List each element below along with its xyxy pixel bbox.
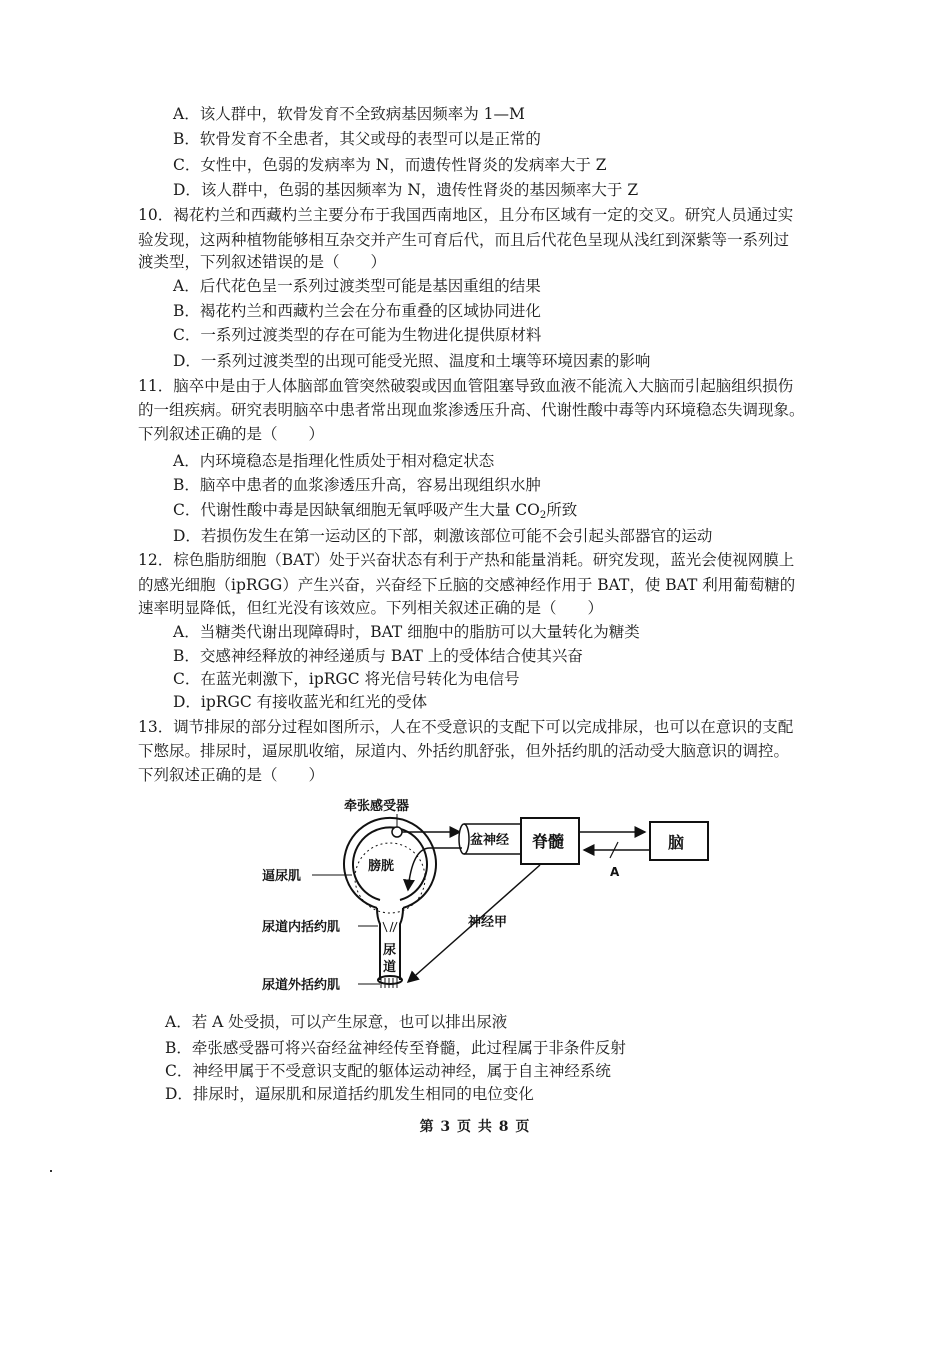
stretch-receptor-circle — [392, 827, 402, 837]
q11-option-c — [173, 500, 577, 526]
q11-option-a: A．内环境稳态是指理化性质处于相对稳定状态 — [173, 452, 495, 470]
q13-stem-line-3: 下列叙述正确的是（ ） — [138, 766, 325, 784]
q11-stem-line-1: 11．脑卒中是由于人体脑部血管突然破裂或因血管阻塞导致血液不能流入大脑而引起脑组织损伤 — [138, 377, 794, 395]
q9-option-d: D．该人群中，色弱的基因频率为 N，遗传性肾炎的基因频率大于 Z — [173, 181, 639, 199]
q11-option-c-text: C．代谢性酸中毒是因缺氧细胞无氧呼吸产生大量 CO — [173, 501, 540, 519]
q10-stem-line-2: 验发现，这两种植物能够相互杂交并产生可育后代，而且后代花色呈现从浅红到深紫等一系列过 — [138, 231, 790, 249]
q10-option-b: B．褐花杓兰和西藏杓兰会在分布重叠的区域协同进化 — [173, 302, 541, 320]
scan-speck — [50, 1170, 52, 1172]
q12-option-b: B．交感神经释放的神经递质与 BAT 上的受体结合使其兴奋 — [173, 647, 583, 665]
q13-option-b: B．牵张感受器可将兴奋经盆神经传至脊髓，此过程属于非条件反射 — [165, 1039, 626, 1057]
q13-option-a: A．若 A 处受损，可以产生尿意，也可以排出尿液 — [165, 1013, 508, 1031]
q9-option-b: B．软骨发育不全患者，其父或母的表型可以是正常的 — [173, 130, 541, 148]
page-footer: 第 3 页 共 8 页 — [419, 1119, 531, 1135]
urination-reflex-diagram — [240, 790, 720, 1005]
internal-sphincter-label: 尿道内括约肌 — [262, 920, 341, 935]
q13-option-d: D．排尿时，逼尿肌和尿道括约肌发生相同的电位变化 — [165, 1085, 534, 1103]
q12-stem-line-3: 速率明显降低，但红光没有该效应。下列相关叙述正确的是（ ） — [138, 599, 604, 617]
q13-option-c: C．神经甲属于不受意识支配的躯体运动神经，属于自主神经系统 — [165, 1062, 611, 1080]
q11-option-d: D．若损伤发生在第一运动区的下部，刺激该部位可能不会引起头部器官的运动 — [173, 527, 713, 545]
q11-stem-line-3: 下列叙述正确的是（ ） — [138, 425, 325, 443]
q13-stem-line-2: 下憋尿。排尿时，逼尿肌收缩，尿道内、外括约肌舒张，但外括约肌的活动受大脑意识的调控。 — [138, 742, 790, 760]
nerve-jia-label: 神经甲 — [468, 915, 508, 930]
q12-stem-line-1: 12．棕色脂肪细胞（BAT）处于兴奋状态有利于产热和能量消耗。研究发现，蓝光会使视网膜上 — [138, 551, 795, 569]
external-sphincter-label: 尿道外括约肌 — [262, 978, 341, 993]
q11-option-c-tail: 所致 — [546, 501, 578, 519]
q12-option-a: A．当糖类代谢出现障碍时，BAT 细胞中的脂肪可以大量转化为糖类 — [173, 623, 640, 641]
co2-subscript: 2 — [539, 510, 547, 521]
bladder-label: 膀胱 — [368, 859, 395, 874]
q10-option-a: A．后代花色呈一系列过渡类型可能是基因重组的结果 — [173, 277, 541, 295]
point-a-label: A — [610, 865, 620, 879]
q12-option-c: C．在蓝光刺激下，ipRGC 将光信号转化为电信号 — [173, 670, 520, 688]
q10-stem-line-3: 渡类型，下列叙述错误的是（ ） — [138, 253, 387, 271]
brain-label: 脑 — [668, 833, 685, 852]
q10-stem-line-1: 10．褐花杓兰和西藏杓兰主要分布于我国西南地区，且分布区域有一定的交叉。研究人员通过实 — [138, 206, 794, 224]
urethra-label-1: 尿 — [383, 943, 397, 958]
q9-option-a: A．该人群中，软骨发育不全致病基因频率为 1—M — [173, 105, 525, 123]
q9-option-c: C．女性中，色弱的发病率为 N，而遗传性肾炎的发病率大于 Z — [173, 156, 607, 174]
q13-stem-line-1: 13．调节排尿的部分过程如图所示，人在不受意识的支配下可以完成排尿，也可以在意识的支配 — [138, 718, 794, 736]
stretch-receptor-label: 牵张感受器 — [344, 799, 410, 814]
pelvic-nerve-label: 盆神经 — [470, 833, 510, 848]
q11-option-b: B．脑卒中患者的血浆渗透压升高，容易出现组织水肿 — [173, 476, 541, 494]
q10-option-c: C．一系列过渡类型的存在可能为生物进化提供原材料 — [173, 326, 542, 344]
detrusor-label: 逼尿肌 — [262, 869, 302, 884]
spinal-cord-label: 脊髓 — [532, 832, 565, 851]
q12-stem-line-2: 的感光细胞（ipRGG）产生兴奋，兴奋经下丘脑的交感神经作用于 BAT，使 BAT 利用葡萄糖的 — [138, 576, 796, 594]
urethra-label-2: 道 — [383, 960, 397, 975]
q10-option-d: D．一系列过渡类型的出现可能受光照、温度和土壤等环境因素的影响 — [173, 352, 651, 370]
q11-stem-line-2: 的一组疾病。研究表明脑卒中患者常出现血浆渗透压升高、代谢性酸中毒等内环境稳态失调现象。 — [138, 401, 805, 419]
q12-option-d: D．ipRGC 有接收蓝光和红光的受体 — [173, 693, 428, 711]
